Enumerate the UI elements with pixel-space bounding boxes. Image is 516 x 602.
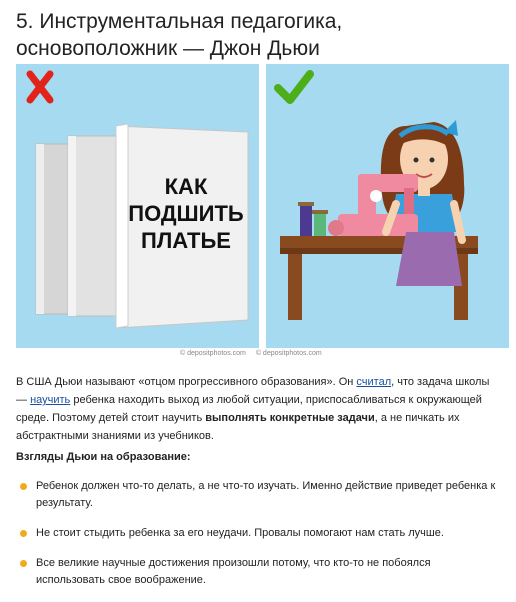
book-stack-icon [36, 124, 248, 328]
link-nauchit[interactable]: научить [30, 394, 71, 406]
paragraph-text-1: В США Дьюи называют «отцом прогрессивного образования». Он [16, 376, 357, 388]
article-title: 5. Инструментальная педагогика, основоположник — Джон Дьюи [16, 10, 343, 60]
paragraph-text-4: , а не пичкать их абстрактными знаниями из учебников. [16, 412, 460, 442]
wrong-example-panel [16, 64, 259, 348]
views-heading: Взгляды Дьюи на образование: [16, 451, 191, 463]
views-list [16, 478, 500, 602]
list-item-text: Ребенок должен что-то делать, а не что-то изучать. Именно действие приведет ребенка к результату. [36, 480, 496, 509]
fabric-icon [396, 232, 462, 286]
book-title-line2: ПОДШИТЬ [128, 201, 244, 226]
book-title-line3: ПЛАТЬЕ [141, 228, 231, 253]
bullet-icon [20, 483, 27, 490]
intro-paragraph [16, 373, 500, 445]
list-item-text: Не стоит стыдить ребенка за его неудачи. Провалы помогают нам стать лучше. [36, 527, 444, 539]
list-item [16, 478, 500, 512]
paragraph-text-2: , что задача школы — [16, 376, 490, 406]
credit-right: © depositphotos.com [255, 350, 322, 357]
photo-credits [180, 350, 330, 357]
credit-left: © depositphotos.com [180, 350, 246, 357]
bullet-icon [20, 560, 27, 567]
sewing-illustration [266, 64, 509, 348]
list-item-text: Все великие научные достижения произошли потому, что кто-то не побоялся использовать свое воображение. [36, 557, 431, 586]
check-icon [278, 74, 310, 100]
sewing-machine-icon [338, 174, 418, 236]
list-item [16, 555, 500, 589]
book-title-line1: КАК [164, 174, 208, 199]
cross-icon [30, 74, 50, 100]
paragraph-text-3: ребенка находить выход из любой ситуации, приспосабливаться к окружающей среде. Поэтому детей стоит научить [16, 394, 482, 424]
thread-spools-icon [298, 202, 344, 236]
list-item [16, 525, 500, 542]
right-example-panel [266, 64, 509, 348]
bullet-icon [20, 530, 27, 537]
link-schital[interactable]: считал [356, 376, 392, 388]
illustration [16, 64, 509, 348]
book-illustration [16, 64, 259, 348]
paragraph-bold: выполнять конкретные задачи [205, 412, 375, 424]
